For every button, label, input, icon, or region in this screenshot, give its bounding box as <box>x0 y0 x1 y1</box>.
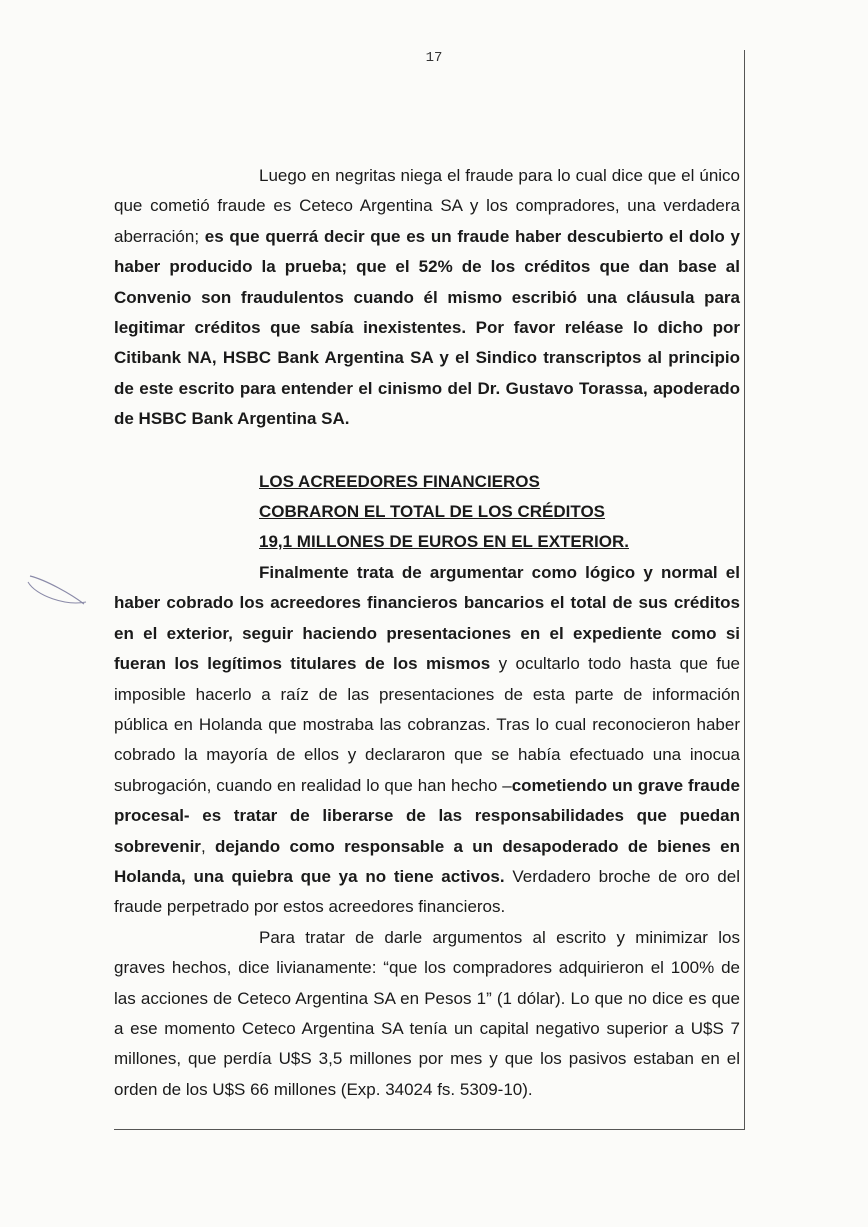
paragraph-2-bold-1: Finalmente trata de argumentar como lógico y normal el haber cobrado los acreedores financieros bancarios el total de sus créditos en el exterior, seguir haciendo presentaciones en el expediente como si fueran los legítimos titulares de los mismos <box>114 562 740 674</box>
heading-line-1: LOS ACREEDORES FINANCIEROS <box>259 471 540 491</box>
paragraph-3-text: Para tratar de darle argumentos al escrito y minimizar los graves hechos, dice livianamente: “que los compradores adquirieron el 100% de las acciones de Ceteco Argentina SA en Pesos 1” (1 dólar). Lo que no dice es que a ese momento Ceteco Argentina SA tenía un capital negativo superior a U$S 7 millones, que perdía U$S 3,5 millones por mes y que los pasivos estaban en el orden de los U$S 66 millones (Exp. 34024 fs. 5309-10). <box>114 927 740 1099</box>
document-body <box>114 161 740 1105</box>
paragraph-1 <box>114 161 740 435</box>
section-heading <box>259 467 740 558</box>
paragraph-3 <box>114 923 740 1105</box>
paragraph-2 <box>114 558 740 923</box>
page-number: 17 <box>425 50 443 66</box>
paragraph-2-text-3: Verdadero broche de oro del fraude perpetrado por estos acreedores financieros. <box>114 866 740 917</box>
paragraph-2-bold-3: dejando como responsable a un desapoderado de bienes en Holanda, una quiebra que ya no tiene activos. <box>114 836 740 886</box>
paragraph-2-bold-2: cometiendo un grave fraude procesal- es tratar de liberarse de las responsabilidades que puedan sobrevenir <box>114 775 740 856</box>
heading-line-3: 19,1 MILLONES DE EUROS EN EL EXTERIOR. <box>259 532 629 552</box>
bottom-rule <box>114 1129 745 1130</box>
paragraph-2-text-2: , <box>200 836 215 856</box>
paragraph-1-bold: es que querrá decir que es un fraude haber descubierto el dolo y haber producido la prueba; que el 52% de los créditos que dan base al Convenio son fraudulentos cuando él mismo escribió una cláusula para legitimar créditos que sabía inexistentes. Por favor reléase lo dicho por Citibank NA, HSBC Bank Argentina SA y el Sindico transcriptos al principio de este escrito para entender el cinismo del Dr. Gustavo Torassa, apoderado de HSBC Bank Argentina SA. <box>114 226 740 429</box>
right-margin-rule <box>744 50 745 1130</box>
paragraph-2-text-1: y ocultarlo todo hasta que fue imposible hacerlo a raíz de las presentaciones de esta parte de información pública en Holanda que mostraba las cobranzas. Tras lo cual reconocieron haber cobrado la mayoría de ellos y declararon que se había efectuado una inocua subrogación, cuando en realidad lo que han hecho – <box>114 654 740 795</box>
pen-mark-icon <box>26 572 88 608</box>
heading-line-2: COBRARON EL TOTAL DE LOS CRÉDITOS <box>259 502 606 522</box>
paragraph-1-text: Luego en negritas niega el fraude para lo cual dice que el único que cometió fraude es Ceteco Argentina SA y los compradores, una verdadera aberración; <box>114 166 740 246</box>
